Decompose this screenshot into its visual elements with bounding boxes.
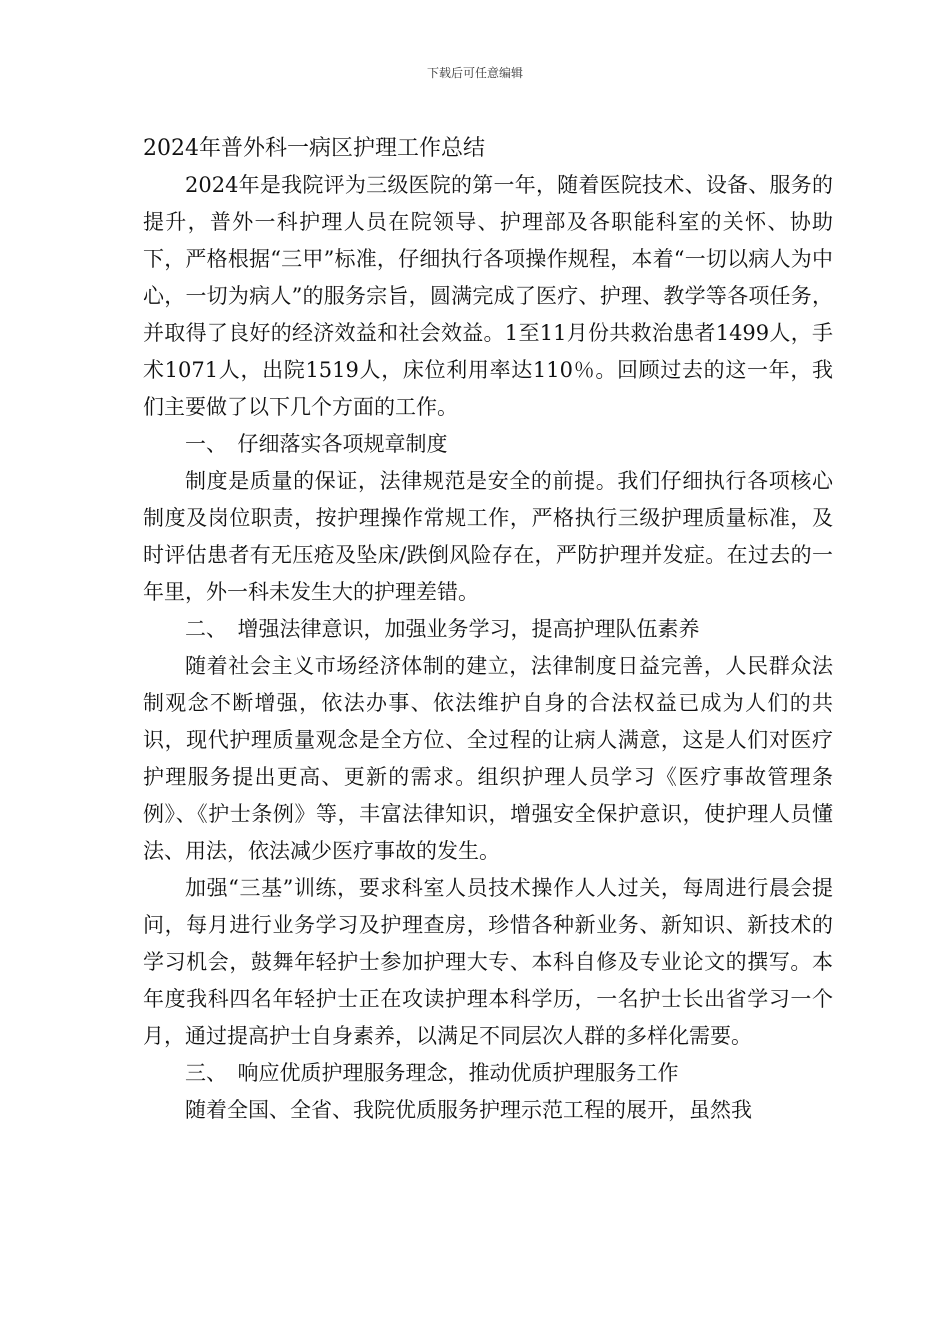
paragraph-section-2b: 加强“三基”训练，要求科室人员技术操作人人过关，每周进行晨会提问，每月进行业务学习及护理查房，珍惜各种新业务、新知识、新技术的学习机会，鼓舞年轻护士参加护理大专、本科自修及专业论文的撰写。本年度我科四名年轻护士正在攻读护理本科学历，一名护士长出省学习一个月，通过提高护士自身素养，以满足不同层次人群的多样化需要。 bbox=[143, 876, 833, 1048]
paragraph-section-2a: 随着社会主义市场经济体制的建立，法律制度日益完善，人民群众法制观念不断增强，依法办事、依法维护自身的合法权益已成为人们的共识，现代护理质量观念是全方位、全过程的让病人满意，这是人们对医疗护理服务提出更高、更新的需求。组织护理人员学习《医疗事故管理条例》、《护士条例》等，丰富法律知识，增强安全保护意识，使护理人员懂法、用法，依法减少医疗事故的发生。 bbox=[143, 654, 833, 863]
paragraph-section-1: 制度是质量的保证，法律规范是安全的前提。我们仔细执行各项核心制度及岗位职责，按护理操作常规工作，严格执行三级护理质量标准，及时评估患者有无压疮及坠床/跌倒风险存在，严防护理并发症。在过去的一年里，外一科未发生大的护理差错。 bbox=[143, 469, 833, 604]
page-header-note: 下载后可任意编辑 bbox=[426, 66, 523, 80]
section-heading-1: 一、 仔细落实各项规章制度 bbox=[185, 432, 448, 456]
section-heading-3: 三、 响应优质护理服务理念，推动优质护理服务工作 bbox=[185, 1061, 679, 1085]
paragraph-section-3: 随着全国、全省、我院优质服务护理示范工程的展开，虽然我 bbox=[185, 1098, 752, 1122]
section-heading-2: 二、 增强法律意识，加强业务学习，提高护理队伍素养 bbox=[185, 617, 700, 641]
document-body bbox=[143, 130, 833, 1129]
document-title: 2024年普外科一病区护理工作总结 bbox=[143, 136, 485, 161]
paragraph-intro: 2024年是我院评为三级医院的第一年，随着医院技术、设备、服务的提升，普外一科护理人员在院领导、护理部及各职能科室的关怀、协助下，严格根据“三甲”标准，仔细执行各项操作规程，本着“一切以病人为中心，一切为病人”的服务宗旨，圆满完成了医疗、护理、教学等各项任务，并取得了良好的经济效益和社会效益。1至11月份共救治患者1499人，手术1071人，出院1519人，床位利用率达110％。回顾过去的这一年，我们主要做了以下几个方面的工作。 bbox=[143, 173, 833, 419]
